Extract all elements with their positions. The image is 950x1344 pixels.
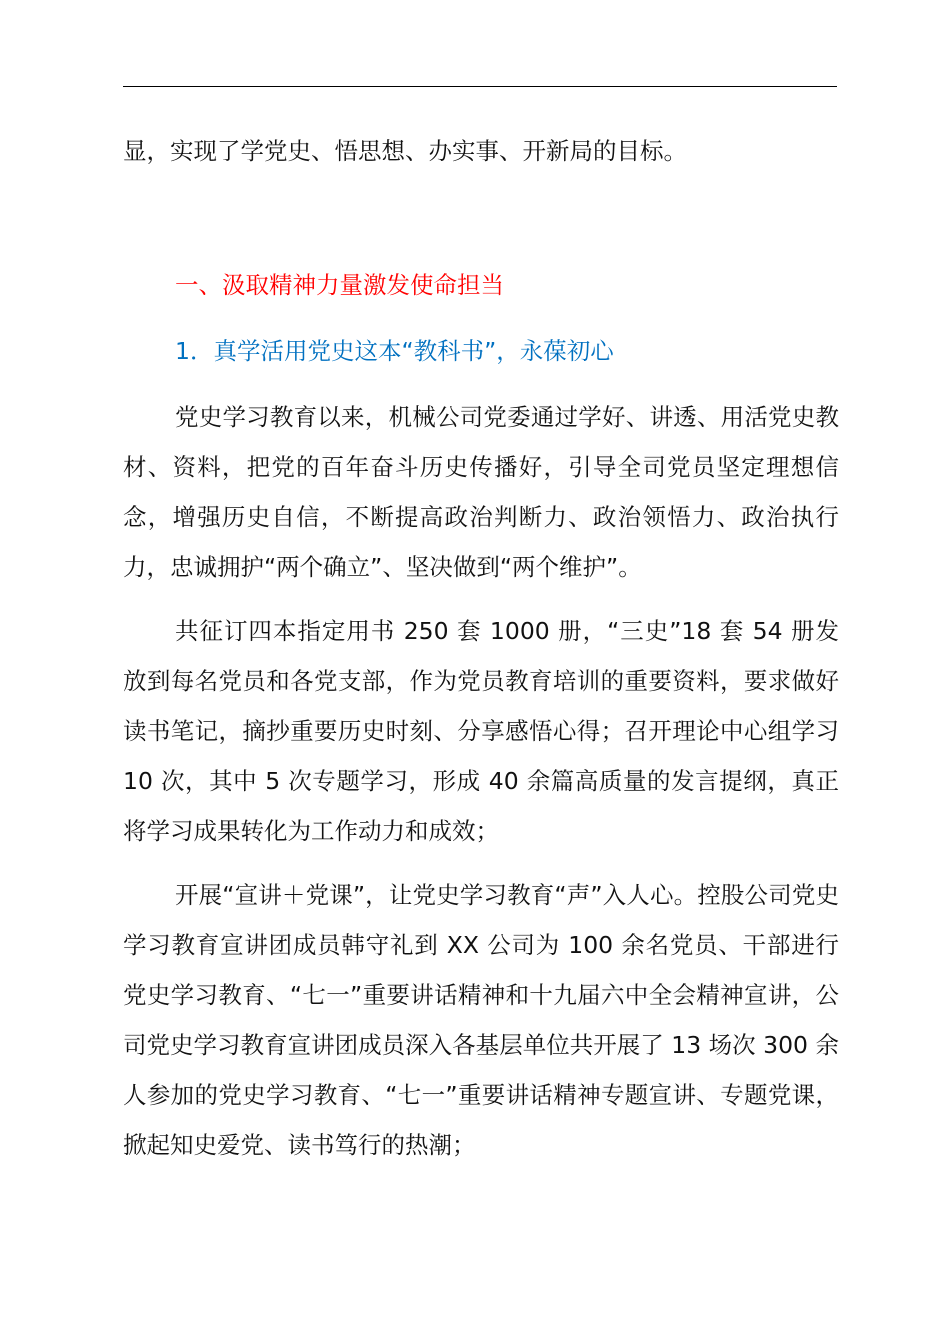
section-heading: 一、汲取精神力量激发使命担当 <box>175 271 504 299</box>
body-paragraph-2: 共征订四本指定用书 250 套 1000 册，“三史”18 套 54 册发放到每名党员和各党支部，作为党员教育培训的重要资料，要求做好读书笔记，摘抄重要历史时刻、分享感悟心得；召开理论中心组学习 10 次，其中 5 次专题学习，形成 40 余篇高质量的发言提纲，真正将学习成果转化为工作动力和成效； <box>123 617 839 845</box>
document-body <box>123 126 839 1184</box>
header-rule <box>123 86 837 87</box>
body-paragraph-1: 党史学习教育以来，机械公司党委通过学好、讲透、用活党史教材、资料，把党的百年奋斗历史传播好，引导全司党员坚定理想信念，增强历史自信，不断提高政治判断力、政治领悟力、政治执行力，忠诚拥护“两个确立”、坚决做到“两个维护”。 <box>123 403 839 581</box>
continuation-text: 显，实现了学党史、悟思想、办实事、开新局的目标。 <box>123 137 687 165</box>
body-paragraph-3: 开展“宣讲＋党课”，让党史学习教育“声”入人心。控股公司党史学习教育宣讲团成员韩守礼到 XX 公司为 100 余名党员、干部进行党史学习教育、“七一”重要讲话精神和十九届六中全会精神宣讲，公司党史学习教育宣讲团成员深入各基层单位共开展了 13 场次 300 余人参加的党史学习教育、“七一”重要讲话精神专题宣讲、专题党课，掀起知史爱党、读书笃行的热潮； <box>123 881 839 1159</box>
subsection-heading: 1．真学活用党史这本“教科书”，永葆初心 <box>175 337 614 365</box>
